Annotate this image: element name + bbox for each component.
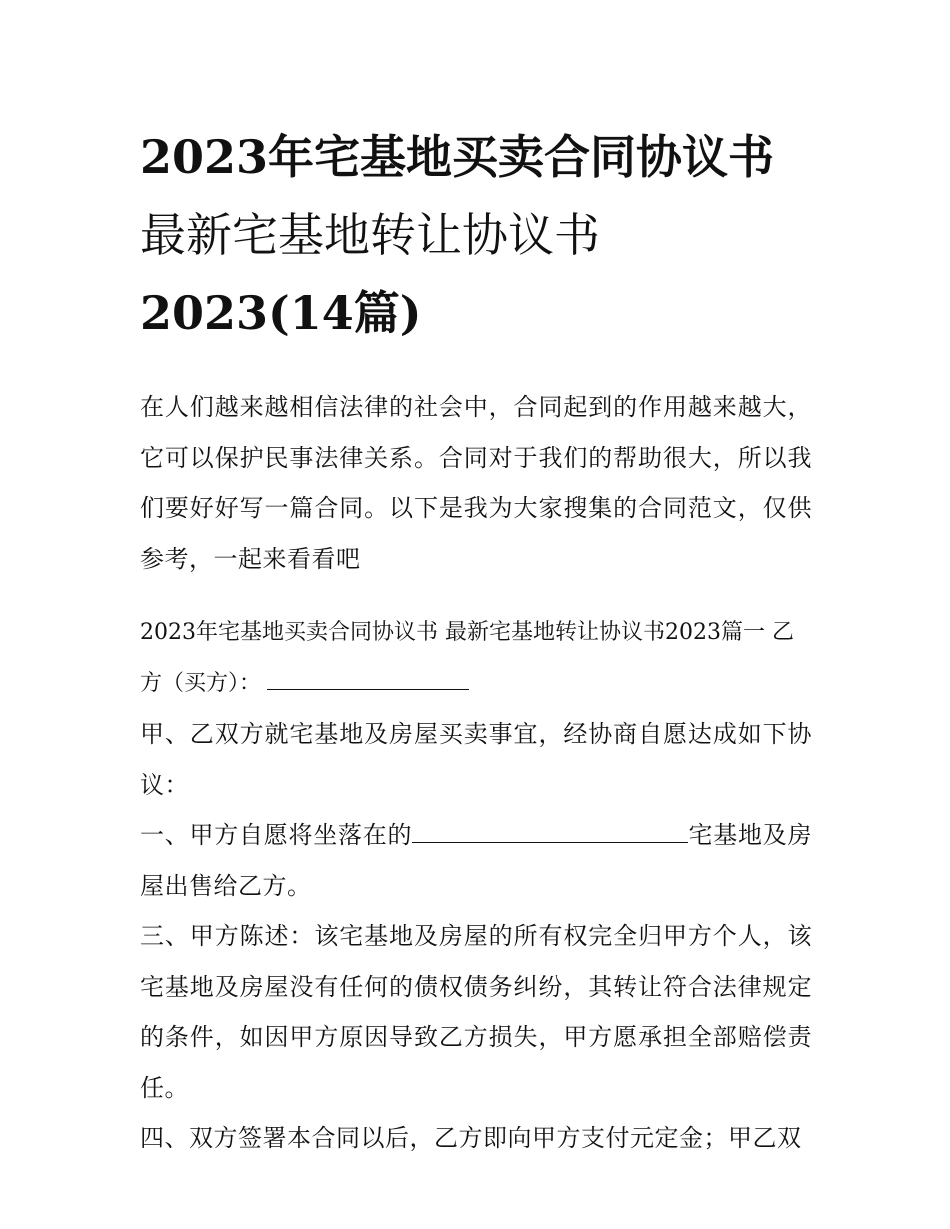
clause-three: 三、甲方陈述：该宅基地及房屋的所有权完全归甲方个人，该宅基地及房屋没有任何的债权债务纠纷，其转让符合法律规定的条件，如因甲方原因导致乙方损失，甲方愿承担全部赔偿责任。 — [140, 922, 812, 1102]
title-line-1: 2023年宅基地买卖合同协议书 — [140, 130, 775, 184]
clause-one-before: 一、甲方自愿将坐落在的 — [140, 821, 413, 849]
clause-preamble: 甲、乙双方就宅基地及房屋买卖事宜，经协商自愿达成如下协议： — [140, 720, 812, 799]
section-heading — [140, 608, 812, 709]
buyer-label: 乙方（买方）： — [140, 620, 794, 696]
title-line-2: 最新宅基地转让协议书 — [140, 208, 600, 262]
location-blank-line — [412, 818, 688, 843]
document-title — [140, 118, 812, 352]
buyer-blank-line — [267, 665, 469, 690]
title-line-3: 2023(14篇) — [140, 286, 422, 340]
clause-one-after: 宅基地及房屋出售给乙方。 — [140, 821, 812, 900]
intro-paragraph: 在人们越来越相信法律的社会中，合同起到的作用越来越大，它可以保护民事法律关系。合同对于我们的帮助很大，所以我们要好好写一篇合同。以下是我为大家搜集的合同范文，仅供参考，一起来看看吧 — [140, 393, 812, 573]
section-heading-text: 2023年宅基地买卖合同协议书 最新宅基地转让协议书2023篇一 — [140, 620, 765, 645]
clause-four: 四、双方签署本合同以后，乙方即向甲方支付元定金；甲乙双 — [140, 1124, 802, 1152]
clause-one — [140, 810, 812, 911]
document-page — [140, 118, 812, 1164]
